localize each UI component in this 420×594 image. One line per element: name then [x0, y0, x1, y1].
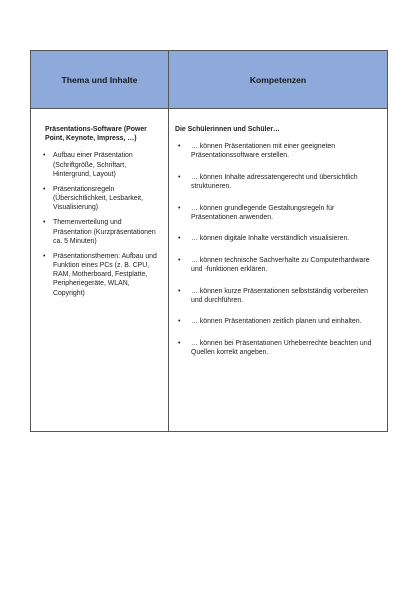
header-competencies: Kompetenzen: [249, 74, 307, 85]
topic-item: [41, 218, 162, 246]
competency-item: [175, 287, 379, 305]
competency-text: … können Präsentationen zeitlich planen und einhalten.: [191, 318, 362, 326]
competency-item: [175, 317, 379, 326]
bullet-icon: •: [178, 143, 181, 151]
topics-list: [41, 151, 162, 297]
competency-text: … können grundlegende Gestaltungsregeln für Präsentationen anwenden.: [191, 204, 335, 221]
curriculum-table: [30, 50, 388, 432]
competency-text: … können technische Sachverhalte zu Computerhardware und -funktionen erklären.: [191, 256, 370, 274]
competencies-list: [175, 142, 379, 357]
bullet-icon: •: [43, 252, 46, 260]
competencies-title: Die Schülerinnen und Schüler…: [175, 126, 280, 133]
competency-text: … können Präsentationen mit einer geeigneten Präsentationssoftware erstellen.: [191, 143, 336, 160]
competency-item: [175, 256, 379, 274]
bullet-icon: •: [178, 173, 181, 181]
competency-item: [175, 204, 379, 222]
bullet-icon: •: [178, 235, 181, 243]
bullet-icon: •: [178, 256, 181, 264]
header-topics: Thema und Inhalte: [31, 51, 169, 108]
topics-cell: [31, 109, 169, 431]
competency-text: … können bei Präsentationen Urheberrechte beachten und Quellen korrekt angeben.: [191, 339, 372, 357]
topic-text: Aufbau einer Präsentation (Schriftgröße, Schriftart, Hintergrund, Layout): [53, 152, 133, 178]
bullet-icon: •: [43, 219, 46, 227]
competency-text: … können digitale Inhalte verständlich visualisieren.: [191, 235, 350, 243]
bullet-icon: •: [43, 152, 46, 160]
competency-text: … können kurze Präsentationen selbstständig vorbereiten und durchführen.: [191, 287, 368, 304]
competency-item: [175, 234, 379, 243]
topic-text: Präsentationsthemen: Aufbau und Funktion eines PCs (z. B. CPU, RAM, Motherboard, Festplatte, Peripheriegeräte, WLAN, Copyright): [53, 252, 157, 297]
topic-item: [41, 252, 162, 298]
topic-text: Themenverteilung und Präsentation (Kurzpräsentationen ca. 5 Minuten): [53, 219, 156, 245]
bullet-icon: •: [43, 185, 46, 193]
competency-item: [175, 339, 379, 357]
topic-text: Präsentationsregeln (Übersichtlichkeit, Lesbarkeit, Visualisierung): [53, 185, 143, 212]
competency-item: [175, 142, 379, 160]
competencies-cell: [169, 109, 387, 431]
competency-item: [175, 173, 379, 191]
bullet-icon: •: [178, 339, 181, 347]
bullet-icon: •: [178, 287, 181, 295]
topics-title: Präsentations-Software (Power Point, Keynote, Impress, …): [45, 126, 147, 143]
competency-text: … können Inhalte adressatengerecht und übersichtlich strukturieren.: [191, 173, 358, 191]
bullet-icon: •: [178, 318, 181, 326]
table-header-row: [31, 51, 387, 109]
topic-item: [41, 185, 162, 213]
table-body-row: [31, 109, 387, 431]
bullet-icon: •: [178, 204, 181, 212]
topic-item: [41, 151, 162, 179]
